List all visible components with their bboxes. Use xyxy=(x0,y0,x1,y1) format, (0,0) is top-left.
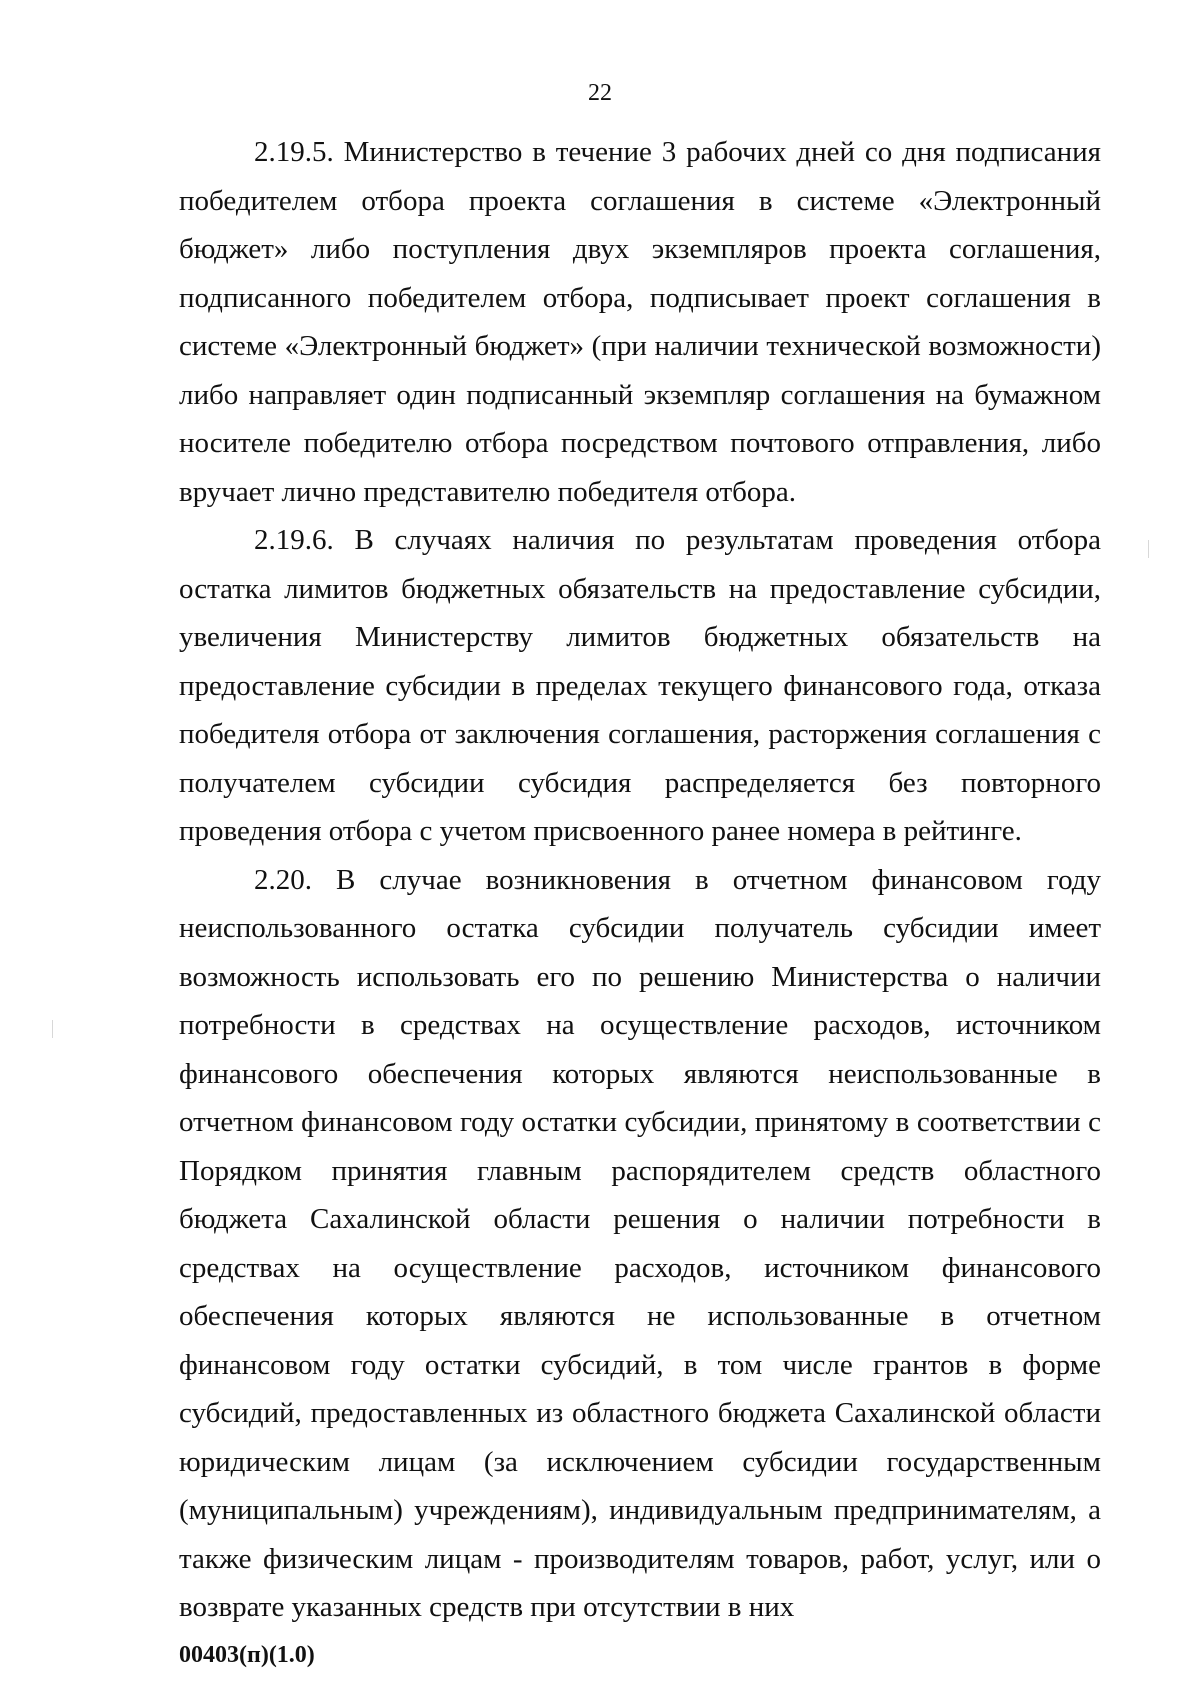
paragraph-2-20: 2.20. В случае возникновения в отчетном финансовом году неиспользованного остатка субсидии получатель субсидии имеет возможность использовать его по решению Министерства о наличии потребности в средствах на осуществление расходов, источником финансового обеспечения которых являются неиспользованные в отчетном финансовом году остатки субсидии, принятому в соответствии с Порядком принятия главным распорядителем средств областного бюджета Сахалинской области решения о наличии потребности в средствах на осуществление расходов, источником финансового обеспечения которых являются не использованные в отчетном финансовом году остатки субсидий, в том числе грантов в форме субсидий, предоставленных из областного бюджета Сахалинской области юридическим лицам (за исключением субсидии государственным (муниципальным) учреждениям), индивидуальным предпринимателям, а также физическим лицам - производителям товаров, работ, услуг, или о возврате указанных средств при отсутствии в них xyxy=(179,863,1101,1623)
scan-mark xyxy=(1148,540,1149,558)
document-code: 00403(п)(1.0) xyxy=(179,1642,315,1668)
paragraph-2-19-5: 2.19.5. Министерство в течение 3 рабочих дней со дня подписания победителем отбора проекта соглашения в системе «Электронный бюджет» либо поступления двух экземпляров проекта соглашения, подписанного победителем отбора, подписывает проект соглашения в системе «Электронный бюджет» (при наличии технической возможности) либо направляет один подписанный экземпляр соглашения на бумажном носителе победителю отбора посредством почтового отправления, либо вручает лично представителю победителя отбора. xyxy=(179,136,1101,508)
document-body xyxy=(179,128,1101,1632)
page-number: 22 xyxy=(588,80,612,106)
scan-mark xyxy=(52,1020,53,1038)
paragraph-2-19-6: 2.19.6. В случаях наличия по результатам проведения отбора остатка лимитов бюджетных обязательств на предоставление субсидии, увеличения Министерству лимитов бюджетных обязательств на предоставление субсидии в пределах текущего финансового года, отказа победителя отбора от заключения соглашения, расторжения соглашения с получателем субсидии субсидия распределяется без повторного проведения отбора с учетом присвоенного ранее номера в рейтинге. xyxy=(179,524,1101,847)
